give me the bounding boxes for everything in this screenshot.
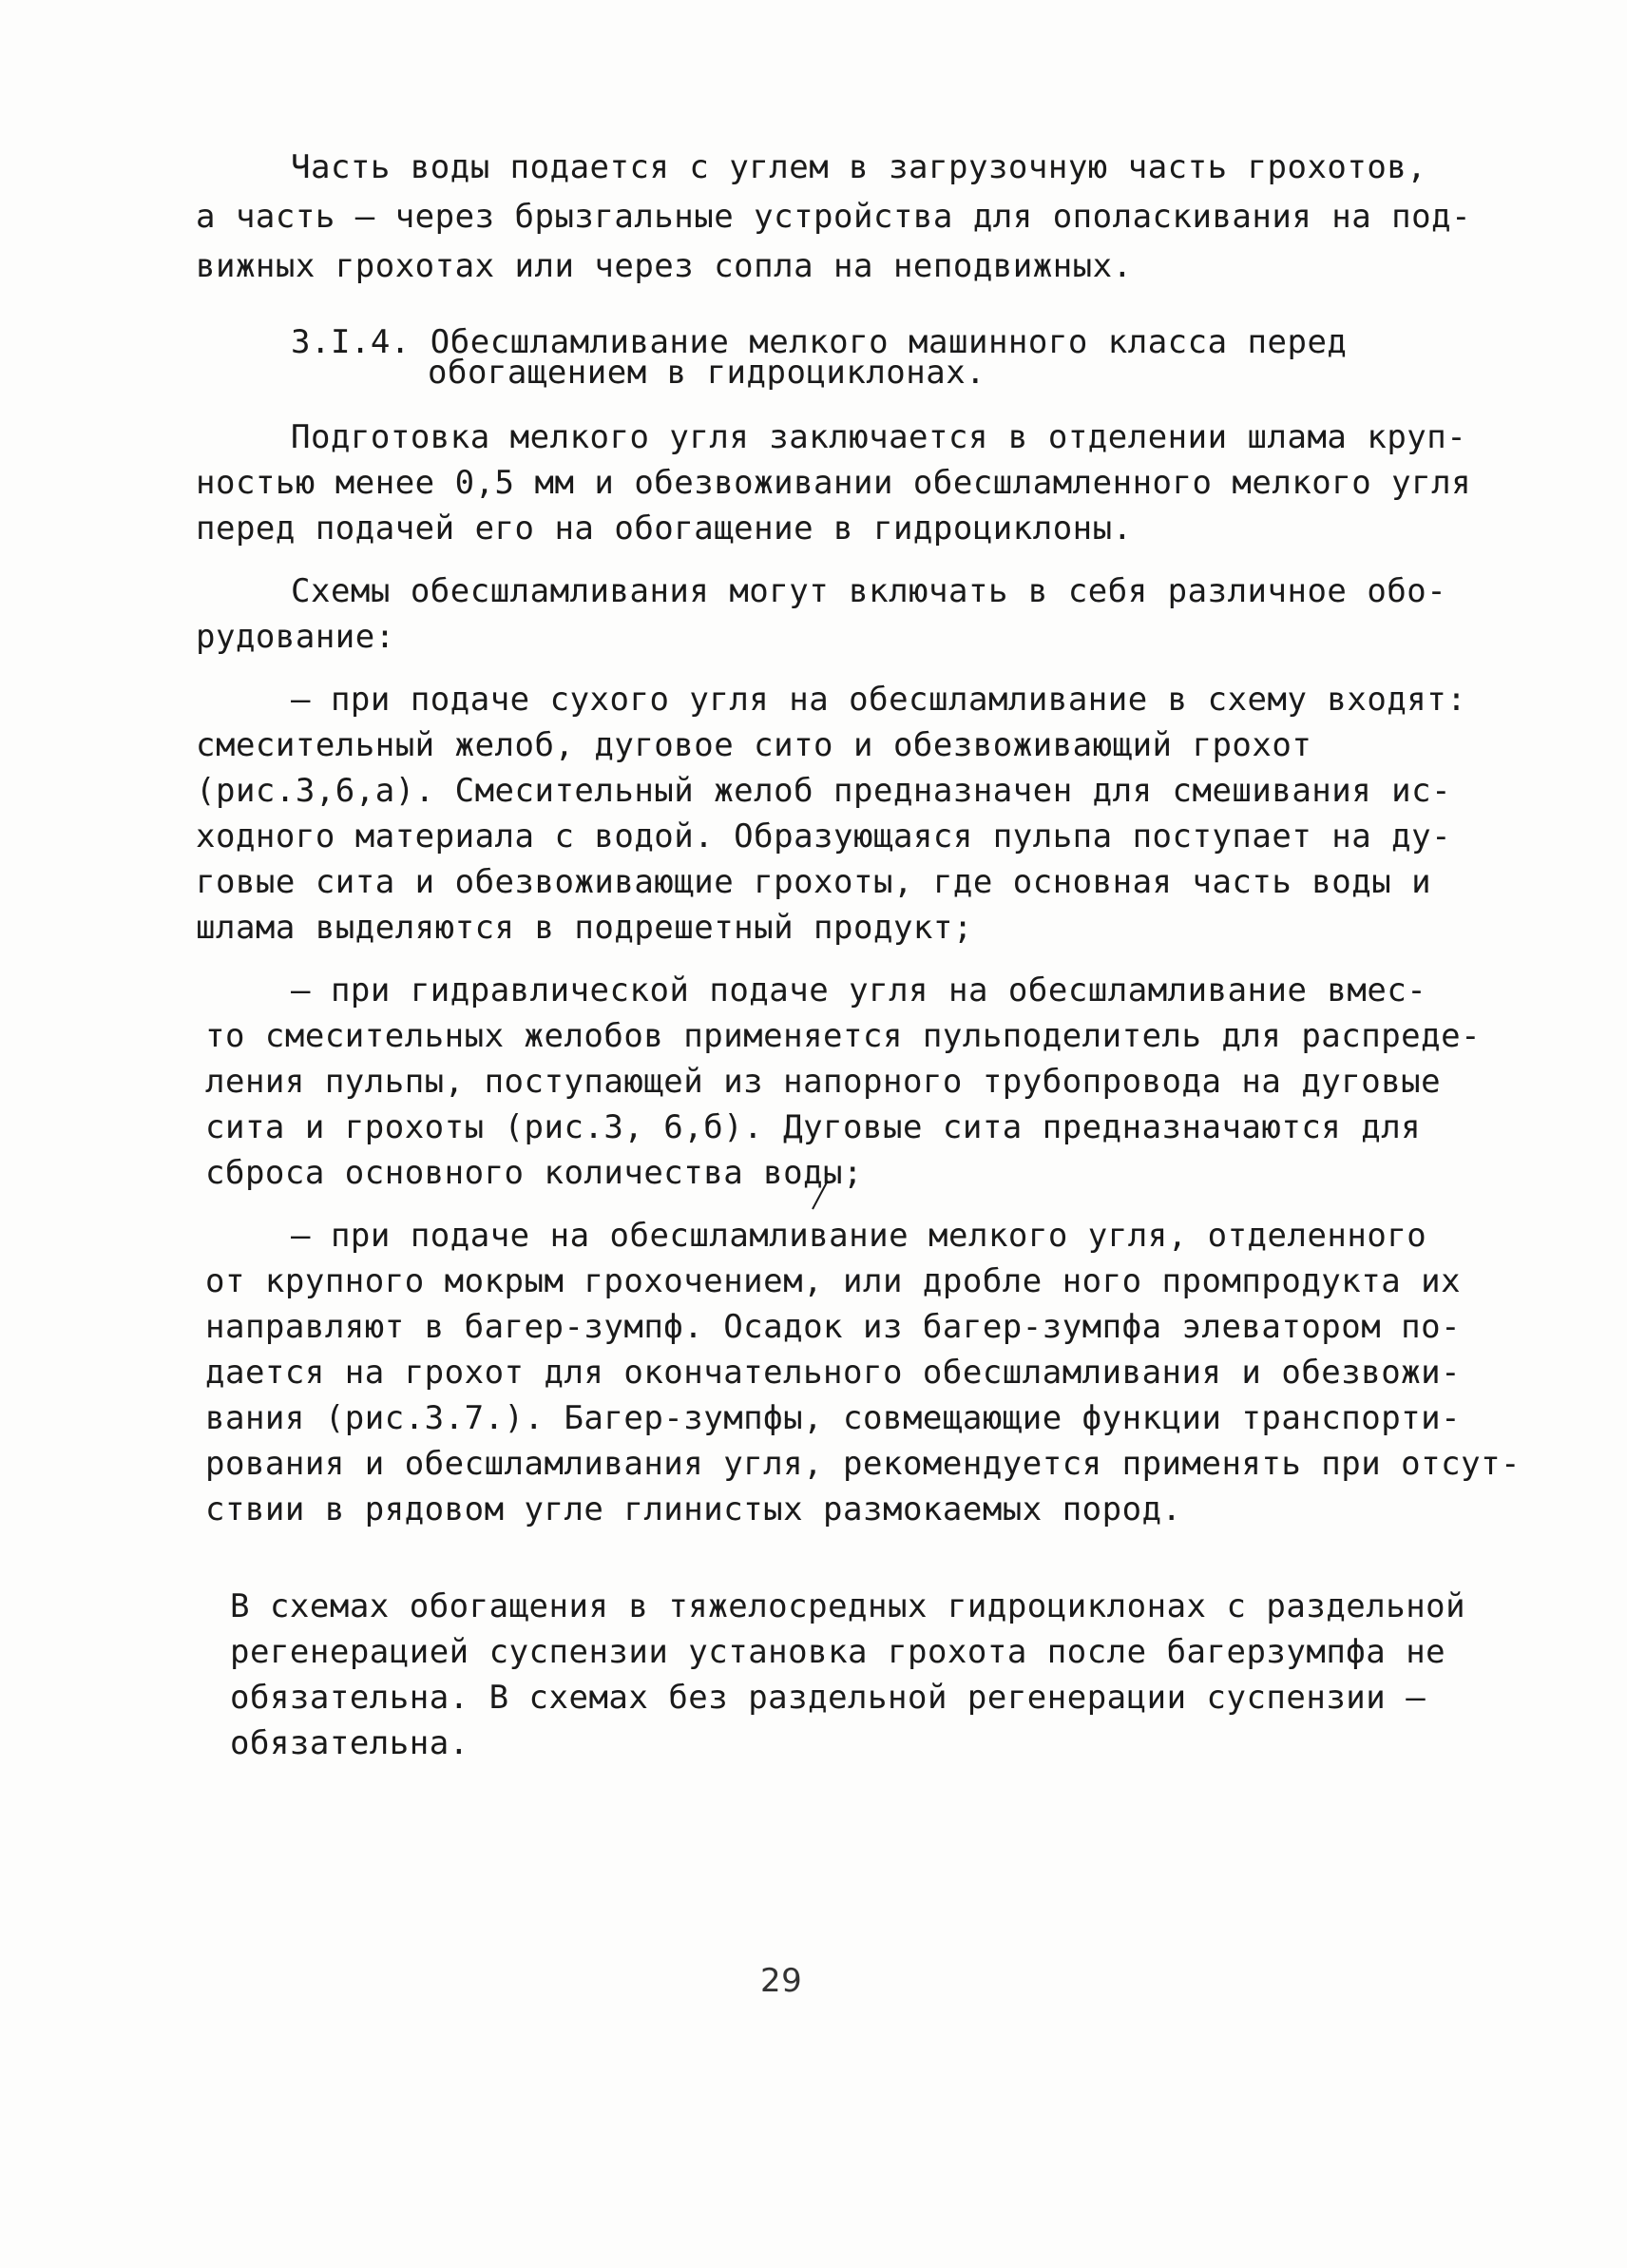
paragraph-6-line-5: вания (рис.3.7.). Багер-зумпфы, совмещающие функции транспорти- xyxy=(205,1399,1462,1437)
page-number: 29 xyxy=(760,1962,803,2000)
paragraph-1-line-1: Часть воды подается с углем в загрузочную часть грохотов, xyxy=(291,148,1427,186)
paragraph-7-line-1: В схемах обогащения в тяжелосредных гидроциклонах с раздельной xyxy=(230,1587,1466,1625)
paragraph-5-line-1: – при гидравлической подаче угля на обесшламливание вмес- xyxy=(291,971,1427,1009)
paragraph-3-line-2: рудование: xyxy=(196,618,395,656)
paragraph-2-line-2: ностью менее 0,5 мм и обезвоживании обесшламленного мелкого угля xyxy=(196,464,1472,502)
paragraph-5-line-5: сброса основного количества воды; xyxy=(205,1154,864,1192)
paragraph-7-line-4: обязательна. xyxy=(230,1724,469,1762)
paragraph-6-line-2: от крупного мокрым грохочением, или дробле ного промпродукта их xyxy=(205,1262,1462,1300)
paragraph-6-line-3: направляют в багер-зумпф. Осадок из багер-зумпфа элеватором по- xyxy=(205,1308,1462,1346)
paragraph-6-line-4: дается на грохот для окончательного обесшламливания и обезвожи- xyxy=(205,1354,1462,1392)
paragraph-6-line-6: рования и обесшламливания угля, рекомендуется применять при отсут- xyxy=(205,1445,1522,1483)
paragraph-4-line-5: говые сита и обезвоживающие грохоты, где основная часть воды и xyxy=(196,863,1432,901)
paragraph-1-line-2: а часть – через брызгальные устройства для ополаскивания на под- xyxy=(196,198,1472,236)
paragraph-7-line-3: обязательна. В схемах без раздельной регенерации суспензии – xyxy=(230,1679,1426,1717)
paragraph-4-line-6: шлама выделяются в подрешетный продукт; xyxy=(196,909,973,947)
paragraph-4-line-3: (рис.3,6,а). Смесительный желоб предназначен для смешивания ис- xyxy=(196,772,1452,810)
section-heading-line-2: обогащением в гидроциклонах. xyxy=(428,354,986,392)
paragraph-4-line-2: смесительный желоб, дуговое сито и обезвоживающий грохот xyxy=(196,726,1312,764)
section-heading-line-1: 3.I.4. Обесшламливание мелкого машинного класса перед xyxy=(291,323,1348,361)
paragraph-4-line-4: ходного материала с водой. Образующаяся пульпа поступает на ду- xyxy=(196,817,1452,855)
paragraph-2-line-1: Подготовка мелкого угля заключается в отделении шлама круп- xyxy=(291,418,1467,456)
paragraph-4-line-1: – при подаче сухого угля на обесшламливание в схему входят: xyxy=(291,681,1467,719)
paragraph-2-line-3: перед подачей его на обогащение в гидроциклоны. xyxy=(196,509,1133,548)
paragraph-3-line-1: Схемы обесшламливания могут включать в себя различное обо- xyxy=(291,572,1447,610)
paragraph-5-line-4: сита и грохоты (рис.3, 6,б). Дуговые сита предназначаются для xyxy=(205,1108,1422,1146)
paragraph-5-line-3: ления пульпы, поступающей из напорного трубопровода на дуговые xyxy=(205,1063,1442,1101)
paragraph-5-line-2: то смесительных желобов применяется пульподелитель для распреде- xyxy=(205,1017,1482,1055)
paragraph-1-line-3: вижных грохотах или через сопла на неподвижных. xyxy=(196,247,1133,285)
paragraph-6-line-7: ствии в рядовом угле глинистых размокаемых пород. xyxy=(205,1490,1182,1528)
paragraph-6-line-1: – при подаче на обесшламливание мелкого угля, отделенного xyxy=(291,1217,1427,1255)
paragraph-7-line-2: регенерацией суспензии установка грохота после багерзумпфа не xyxy=(230,1633,1446,1671)
